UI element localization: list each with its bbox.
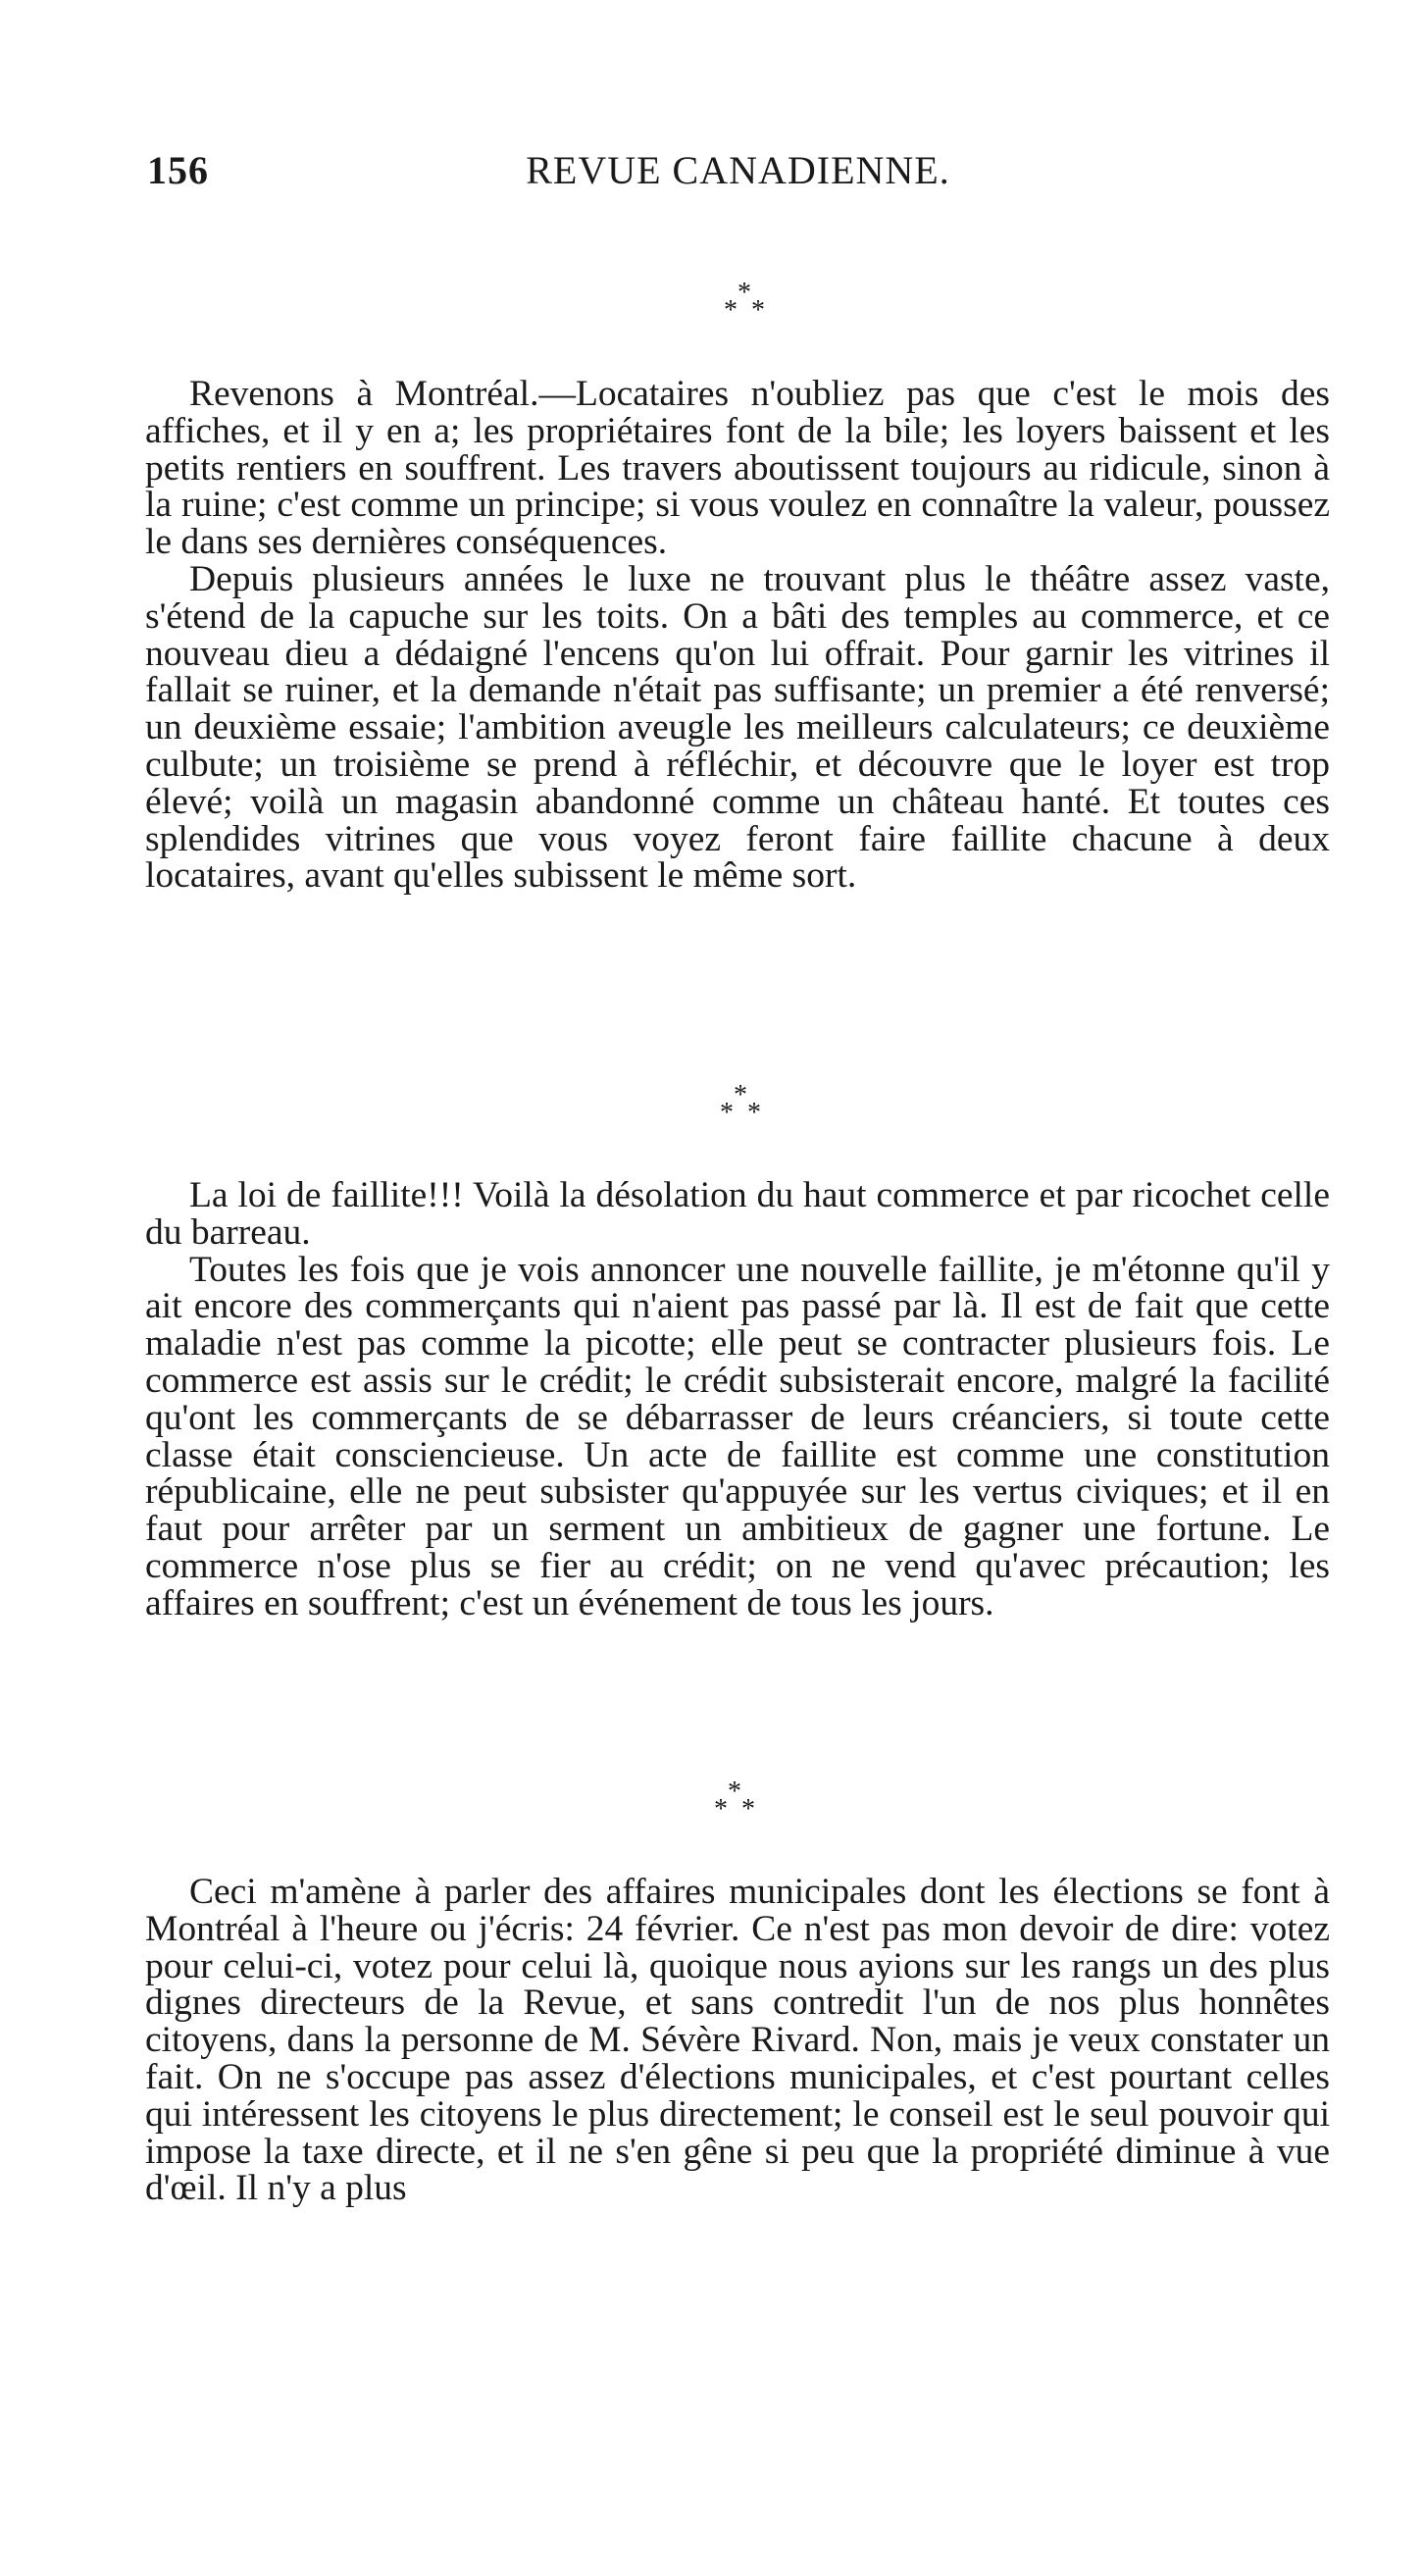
text-section-municipales [145,1874,1330,2207]
page-number: 156 [147,148,209,192]
asterism-star: * [737,278,751,308]
asterism-separator [0,280,1424,338]
asterism-star: * [728,1777,741,1807]
paragraph: La loi de faillite!!! Voilà la désolation du haut commerce et par ricochet celle du barreau. [145,1175,1330,1253]
paragraph: Ceci m'amène à parler des affaires municipales dont les élections se font à Montréal à l'heure ou j'écris: 24 février. Ce n'est pas mon devoir de dire: votez pour celui-ci, votez pour celui là, quoique nous ayions sur les rangs un des plus dignes directeurs de la Revue, et sans contredit l'un de nos plus honnêtes citoyens, dans la personne de M. Sévère Rivard. Non, mais je veux constater un fait. On ne s'occupe pas assez d'élections municipales, et c'est pourtant celles qui intéressent les citoyens le plus directement; le conseil est le seul pouvoir qui impose la taxe directe, et il ne s'en gêne si peu que la propriété diminue à vue d'œil. Il n'y a plus [145,1872,1330,2209]
asterism-separator [0,1778,1424,1837]
asterism-star: * [720,1098,734,1128]
asterism-star: * [734,1080,747,1110]
text-section-montreal [145,376,1330,895]
page-header [147,147,1329,206]
running-head: REVUE CANADIENNE. [526,148,950,192]
asterism-star: * [751,295,765,326]
text-section-faillite [145,1177,1330,1623]
asterism-separator [0,1082,1424,1141]
asterism-star: * [724,295,737,326]
paragraph: Toutes les fois que je vois annoncer une nouvelle faillite, je m'étonne qu'il y ait encore des commerçants qui n'aient pas passé par là. Il est de fait que cette maladie n'est pas comme la picotte; elle peut se contracter plusieurs fois. Le commerce est assis sur le crédit; le crédit subsisterait encore, malgré la facilité qu'ont les commerçants de se débarrasser de leurs créanciers, si toute cette classe était consciencieuse. Un acte de faillite est comme une constitution républicaine, elle ne peut subsister qu'appuyée sur les vertus civiques; et il en faut pour arrêter par un serment un ambitieux de gagner une fortune. Le commerce n'ose plus se fier au crédit; on ne vend qu'avec précaution; les affaires en souffrent; c'est un événement de tous les jours. [145,1249,1330,1623]
asterism-star: * [741,1794,755,1825]
asterism-star: * [714,1794,728,1825]
asterism-star: * [747,1098,761,1128]
paragraph: Depuis plusieurs années le luxe ne trouvant plus le théâtre assez vaste, s'étend de la capuche sur les toits. On a bâti des temples au commerce, et ce nouveau dieu a dédaigné l'encens qu'on lui offrait. Pour garnir les vitrines il fallait se ruiner, et la demande n'était pas suffisante; un premier a été renversé; un deuxième essaie; l'ambition aveugle les meilleurs calculateurs; ce deuxième culbute; un troisième se prend à réfléchir, et découvre que le loyer est trop élevé; voilà un magasin abandonné comme un château hanté. Et toutes ces splendides vitrines que vous voyez feront faire faillite chacune à deux locataires, avant qu'elles subissent le même sort. [145,558,1330,897]
paragraph: Revenons à Montréal.—Locataires n'oubliez pas que c'est le mois des affiches, et il y en a; les propriétaires font de la bile; les loyers baissent et les petits rentiers en souffrent. Les travers aboutissent toujours au ridicule, sinon à la ruine; c'est comme un principe; si vous voulez en connaître la valeur, poussez le dans ses dernières conséquences. [145,374,1330,563]
